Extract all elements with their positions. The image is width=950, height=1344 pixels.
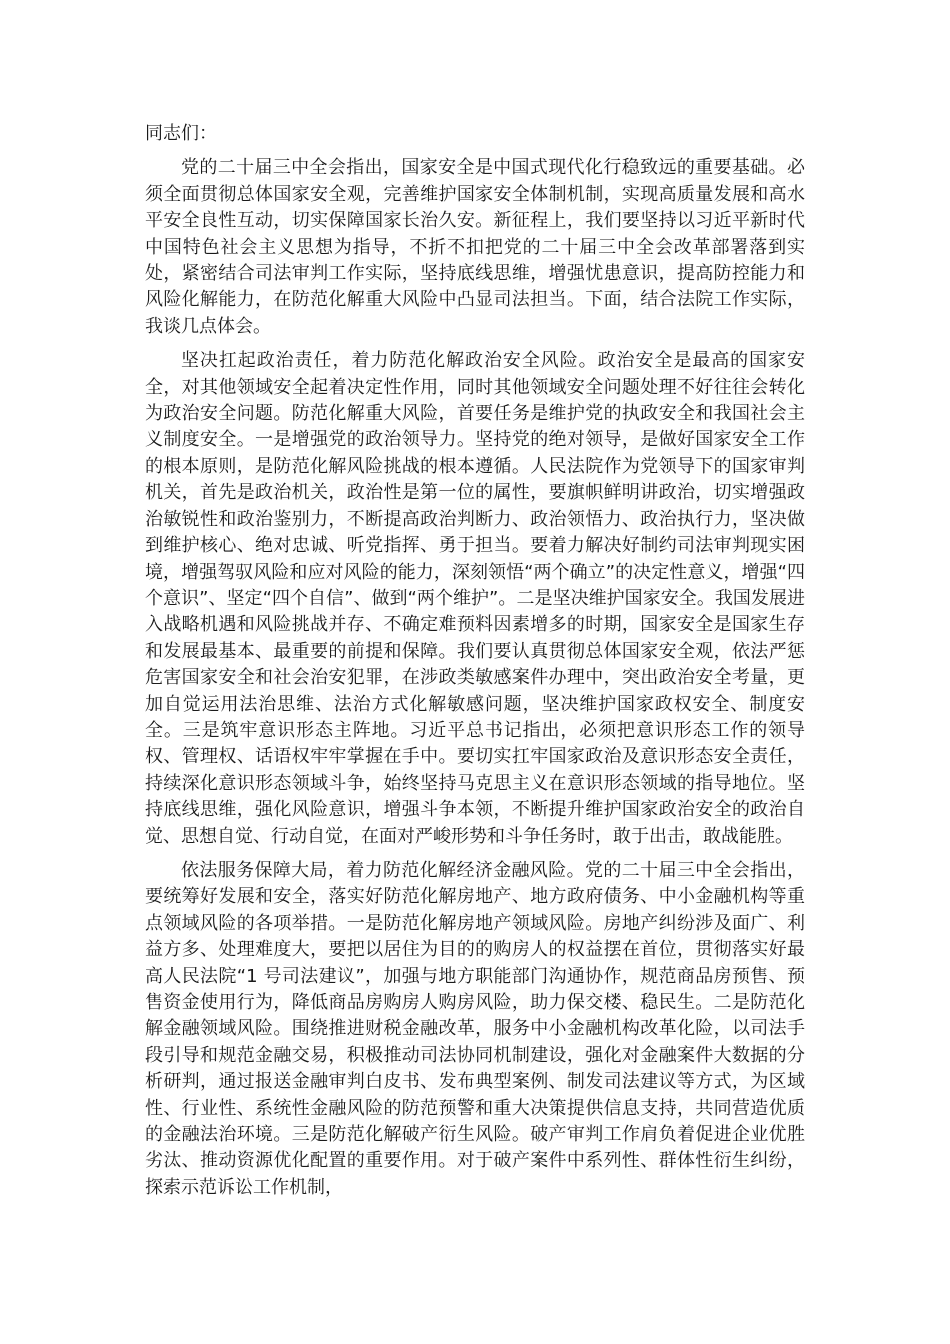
paragraph-intro: 党的二十届三中全会指出，国家安全是中国式现代化行稳致远的重要基础。必须全面贯彻总体国家安全观，完善维护国家安全体制机制，实现高质量发展和高水平安全良性互动，切实保障国家长治久安。新征程上，我们要坚持以习近平新时代中国特色社会主义思想为指导，不折不扣把党的二十届三中全会改革部署落到实处，紧密结合司法审判工作实际，坚持底线思维，增强忧患意识，提高防控能力和风险化解能力，在防范化解重大风险中凸显司法担当。下面，结合法院工作实际，我谈几点体会。: [145, 157, 805, 337]
paragraph-political-security: 坚决扛起政治责任，着力防范化解政治安全风险。政治安全是最高的国家安全，对其他领域安全起着决定性作用，同时其他领域安全问题处理不好往往会转化为政治安全问题。防范化解重大风险，首要任务是维护党的执政安全和我国社会主义制度安全。一是增强党的政治领导力。坚持党的绝对领导，是做好国家安全工作的根本原则，是防范化解风险挑战的根本遵循。人民法院作为党领导下的国家审判机关，首先是政治机关，政治性是第一位的属性，要旗帜鲜明讲政治，切实增强政治敏锐性和政治鉴别力，不断提高政治判断力、政治领悟力、政治执行力，坚决做到维护核心、绝对忠诚、听党指挥、勇于担当。要着力解决好制约司法审判现实困境，增强驾驭风险和应对风险的能力，深刻领悟“两个确立”的决定性意义，增强“四个意识”、坚定“四个自信”、做到“两个维护”。二是坚决维护国家安全。我国发展进入战略机遇和风险挑战并存、不确定难预料因素增多的时期，国家安全是国家生存和发展最基本、最重要的前提和保障。我们要认真贯彻总体国家安全观，依法严惩危害国家安全和社会治安犯罪，在涉政类敏感案件办理中，突出政治安全考量，更加自觉运用法治思维、法治方式化解敏感问题，坚决维护国家政权安全、制度安全。三是筑牢意识形态主阵地。习近平总书记指出，必须把意识形态工作的领导权、管理权、话语权牢牢掌握在手中。要切实扛牢国家政治及意识形态安全责任，持续深化意识形态领域斗争，始终坚持马克思主义在意识形态领域的指导地位。坚持底线思维，强化风险意识，增强斗争本领，不断提升维护国家政治安全的政治自觉、思想自觉、行动自觉，在面对严峻形势和斗争任务时，敢于出击，敢战能胜。: [145, 350, 805, 847]
salutation: 同志们：: [145, 123, 217, 144]
paragraph-economic-financial-risk: 依法服务保障大局，着力防范化解经济金融风险。党的二十届三中全会指出，要统筹好发展和安全，落实好防范化解房地产、地方政府债务、中小金融机构等重点领域风险的各项举措。一是防范化解房地产领域风险。房地产纠纷涉及面广、利益方多、处理难度大，要把以居住为目的的购房人的权益摆在首位，贯彻落实好最高人民法院“1 号司法建议”，加强与地方职能部门沟通协作，规范商品房预售、预售资金使用行为，降低商品房购房人购房风险，助力保交楼、稳民生。二是防范化解金融领域风险。围绕推进财税金融改革，服务中小金融机构改革化险，以司法手段引导和规范金融交易，积极推动司法协同机制建设，强化对金融案件大数据的分析研判，通过报送金融审判白皮书、发布典型案例、制发司法建议等方式，为区域性、行业性、系统性金融风险的防范预警和重大决策提供信息支持，共同营造优质的金融法治环境。三是防范化解破产衍生风险。破产审判工作肩负着促进企业优胜劣汰、推动资源优化配置的重要作用。对于破产案件中系列性、群体性衍生纠纷，探索示范诉讼工作机制，: [145, 859, 805, 1198]
document-body: [145, 121, 805, 1209]
